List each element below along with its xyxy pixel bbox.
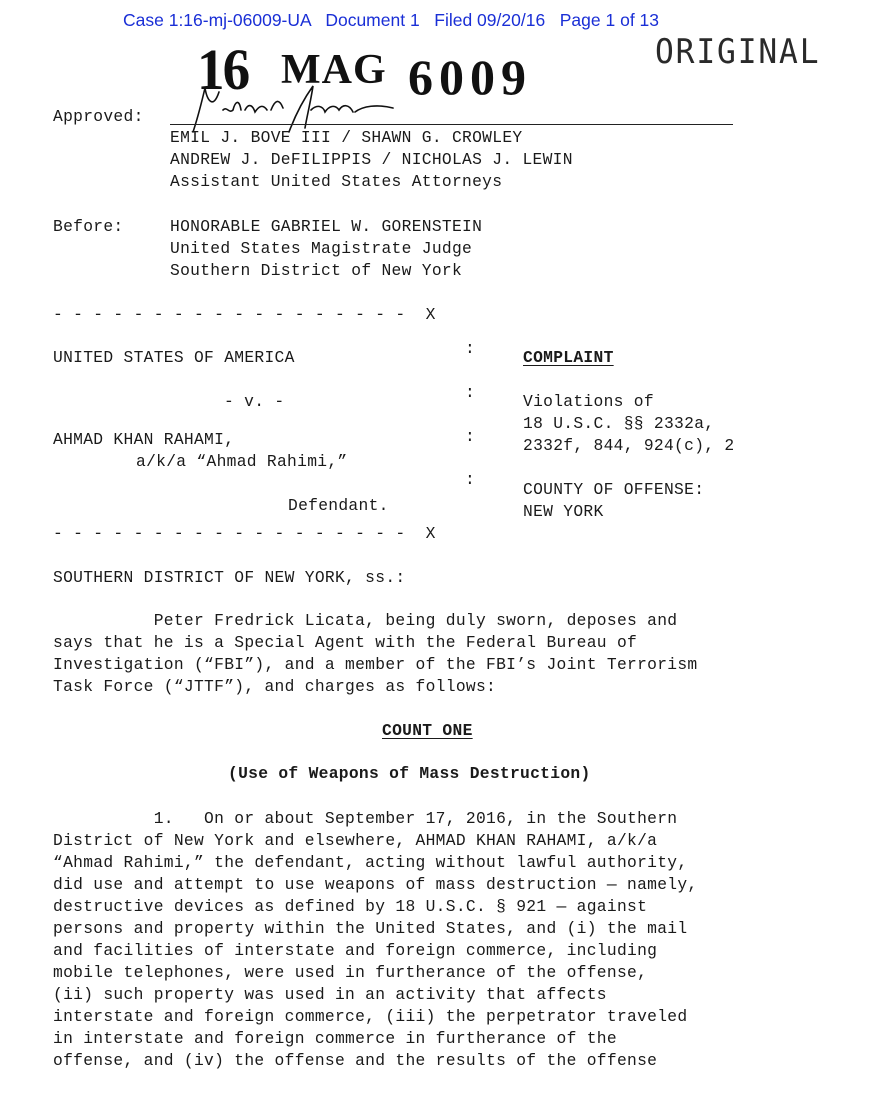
caption-colon: : [465, 427, 476, 446]
case-stamp-court: MAG [281, 47, 387, 93]
county-label: COUNTY OF OFFENSE: [523, 480, 705, 499]
intro-line: Peter Fredrick Licata, being duly sworn, deposes and [53, 611, 678, 630]
violations-line3: 2332f, 844, 924(c), 2 [523, 436, 735, 455]
violations-line2: 18 U.S.C. §§ 2332a, [523, 414, 715, 433]
paragraph-line: and facilities of interstate and foreign commerce, including [53, 941, 658, 960]
paragraph-line: (ii) such property was used in an activity that affects [53, 985, 607, 1004]
paragraph-line: District of New York and elsewhere, AHMAD KHAN RAHAMI, a/k/a [53, 831, 658, 850]
caption-divider-bottom: - - - - - - - - - - - - - - - - - - X [53, 524, 436, 543]
violations-line1: Violations of [523, 392, 654, 411]
caption-colon: : [465, 470, 476, 489]
paragraph-line: interstate and foreign commerce, (iii) the perpetrator traveled [53, 1007, 688, 1026]
judge-name: HONORABLE GABRIEL W. GORENSTEIN [170, 217, 483, 236]
count-heading: COUNT ONE [382, 721, 473, 740]
plaintiff-name: UNITED STATES OF AMERICA [53, 348, 295, 367]
defendant-name: AHMAD KHAN RAHAMI, [53, 430, 235, 449]
judge-title: United States Magistrate Judge [170, 239, 473, 258]
defendant-aka: a/k/a “Ahmad Rahimi,” [136, 452, 348, 471]
original-stamp: ORIGINAL [655, 32, 821, 72]
case-header-stamp: Case 1:16-mj-06009-UA Document 1 Filed 09/20/16 Page 1 of 13 [123, 10, 660, 30]
approved-label: Approved: [53, 107, 144, 126]
intro-line: Task Force (“JTTF”), and charges as follows: [53, 677, 497, 696]
paragraph-line: mobile telephones, were used in furtherance of the offense, [53, 963, 648, 982]
complaint-title: COMPLAINT [523, 348, 614, 367]
defendant-label: Defendant. [288, 496, 389, 515]
case-stamp-number: 6009 [408, 49, 532, 105]
intro-line: Investigation (“FBI”), and a member of the FBI’s Joint Terrorism [53, 655, 698, 674]
caption-colon: : [465, 383, 476, 402]
judge-district: Southern District of New York [170, 261, 463, 280]
paragraph-line: persons and property within the United States, and (i) the mail [53, 919, 688, 938]
county-value: NEW YORK [523, 502, 604, 521]
intro-line: says that he is a Special Agent with the Federal Bureau of [53, 633, 638, 652]
approved-title: Assistant United States Attorneys [170, 172, 503, 191]
caption-divider-top: - - - - - - - - - - - - - - - - - - X [53, 305, 436, 324]
paragraph-line: “Ahmad Rahimi,” the defendant, acting without lawful authority, [53, 853, 688, 872]
caption-colon: : [465, 339, 476, 358]
approved-names-line1: EMIL J. BOVE III / SHAWN G. CROWLEY [170, 128, 523, 147]
paragraph-line: 1. On or about September 17, 2016, in the Southern [53, 809, 678, 828]
before-label: Before: [53, 217, 124, 236]
venue-line: SOUTHERN DISTRICT OF NEW YORK, ss.: [53, 568, 406, 587]
paragraph-line: in interstate and foreign commerce in furtherance of the [53, 1029, 617, 1048]
paragraph-line: destructive devices as defined by 18 U.S.C. § 921 — against [53, 897, 648, 916]
versus-label: - v. - [224, 392, 285, 411]
approved-names-line2: ANDREW J. DeFILIPPIS / NICHOLAS J. LEWIN [170, 150, 573, 169]
paragraph-line: offense, and (iv) the offense and the results of the offense [53, 1051, 658, 1070]
case-stamp-day: 16 [197, 37, 249, 102]
paragraph-line: did use and attempt to use weapons of mass destruction — namely, [53, 875, 698, 894]
signature-line [170, 124, 733, 125]
count-subheading: (Use of Weapons of Mass Destruction) [228, 764, 591, 783]
